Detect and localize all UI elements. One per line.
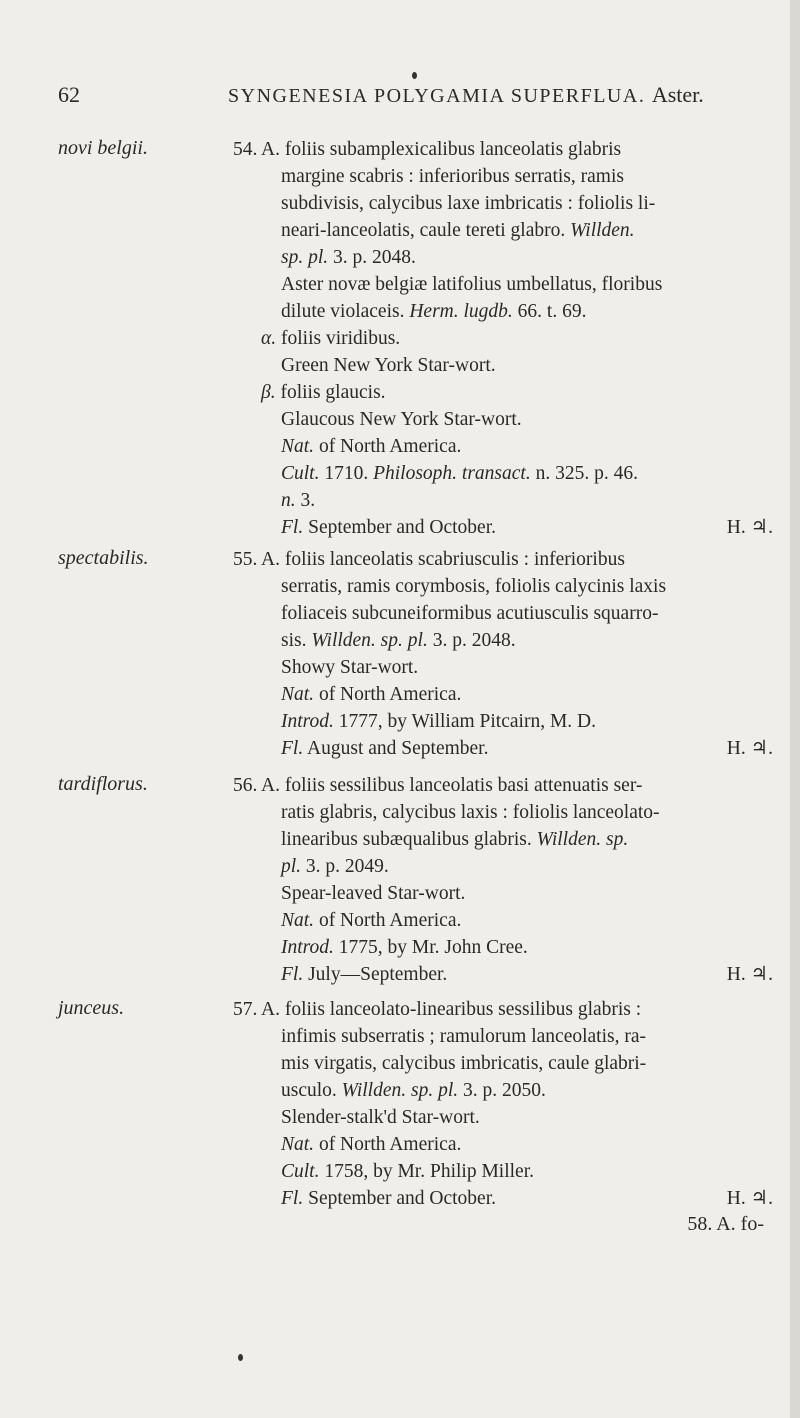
italic-label: Willden. sp. pl. [341, 1080, 459, 1101]
ink-speck [238, 1354, 243, 1361]
line-text: foliis glaucis. [280, 382, 386, 403]
variety-marker: α. [261, 328, 277, 349]
line-text: A. foliis lanceolatis scabriusculis : inferioribus [261, 549, 625, 570]
italic-label: Willden. sp. pl. [311, 630, 428, 651]
italic-label: Nat. [281, 910, 315, 931]
line-text: A. foliis sessilibus lanceolatis basi attenuatis ser- [261, 775, 643, 796]
italic-label: Fl. [281, 738, 304, 759]
text-line [233, 627, 773, 654]
text-line [233, 1131, 773, 1158]
text-line [233, 514, 773, 541]
text-line [233, 244, 773, 271]
catchword: 58. A. fo- [687, 1213, 764, 1235]
species-name: novi belgii. [58, 137, 148, 159]
text-line [233, 217, 773, 244]
habitat-symbol: H. ♃. [726, 517, 773, 538]
text-line [233, 573, 773, 600]
text-line [233, 772, 773, 799]
italic-label: sp. pl. [281, 247, 329, 268]
text-line [233, 1185, 773, 1212]
ink-speck [412, 72, 417, 79]
text-line [233, 961, 773, 988]
text-line [233, 1104, 773, 1131]
italic-label: pl. [281, 856, 302, 877]
page-edge [790, 0, 800, 1418]
text-line [233, 379, 773, 406]
text-line [233, 681, 773, 708]
text-line [233, 1077, 773, 1104]
text-line [233, 163, 773, 190]
line-text: 3. [300, 490, 316, 511]
text-line [233, 826, 773, 853]
italic-label: n. [281, 490, 296, 511]
italic-label: Cult. [281, 1161, 320, 1182]
running-head-genus: Aster. [651, 82, 704, 107]
line-text: Showy Star-wort. [281, 657, 419, 678]
italic-label: Fl. [281, 517, 304, 538]
text-line [233, 433, 773, 460]
text-line [233, 298, 773, 325]
line-text: 1777, by William Pitcairn, M. D. [338, 711, 596, 732]
text-line [233, 600, 773, 627]
text-line [233, 190, 773, 217]
line-text: sis. [281, 630, 307, 651]
species-name: spectabilis. [58, 547, 149, 569]
species-entry [233, 772, 773, 988]
species-entry [233, 546, 773, 762]
line-text: usculo. [281, 1080, 337, 1101]
italic-label: Introd. [281, 937, 334, 958]
line-text: serratis, ramis corymbosis, foliolis calycinis laxis [281, 576, 667, 597]
text-line [233, 654, 773, 681]
italic-label: Cult. [281, 463, 320, 484]
line-text: neari-lanceolatis, caule tereti glabro. [281, 220, 566, 241]
habitat-symbol: H. ♃. [726, 964, 773, 985]
line-text: Glaucous New York Star-wort. [281, 409, 522, 430]
line-text: of North America. [318, 910, 462, 931]
italic-label: Introd. [281, 711, 334, 732]
entry-number: 57. [233, 999, 258, 1020]
text-line [233, 1158, 773, 1185]
italic-label: Willden. [570, 220, 635, 241]
running-head [228, 82, 704, 108]
line-text: n. 325. p. 46. [535, 463, 638, 484]
line-text: July—September. [308, 964, 448, 985]
italic-label: Nat. [281, 1134, 315, 1155]
text-line [233, 325, 773, 352]
text-line [233, 1023, 773, 1050]
text-line [233, 460, 773, 487]
italic-label: Nat. [281, 684, 315, 705]
italic-label: Willden. sp. [536, 829, 629, 850]
text-line [233, 487, 773, 514]
italic-label: Fl. [281, 1188, 304, 1209]
line-text: of North America. [318, 1134, 462, 1155]
line-text: 3. p. 2050. [463, 1080, 546, 1101]
line-text: 1710. [324, 463, 369, 484]
habitat-symbol: H. ♃. [726, 738, 773, 759]
text-line [233, 546, 773, 573]
habitat-symbol: H. ♃. [726, 1188, 773, 1209]
species-name: tardiflorus. [58, 773, 148, 795]
line-text: ratis glabris, calycibus laxis : foliolis lanceolato- [281, 802, 660, 823]
line-text: of North America. [318, 684, 462, 705]
line-text: foliaceis subcuneiformibus acutiusculis squarro- [281, 603, 659, 624]
line-text: A. foliis lanceolato-linearibus sessilibus glabris : [261, 999, 642, 1020]
italic-label: Philosoph. transact. [373, 463, 531, 484]
line-text: 1775, by Mr. John Cree. [338, 937, 528, 958]
entry-number: 55. [233, 549, 258, 570]
species-name: junceus. [58, 997, 125, 1019]
species-entry [233, 136, 773, 541]
entry-number: 54. [233, 139, 258, 160]
text-line [233, 880, 773, 907]
entry-number: 56. [233, 775, 258, 796]
line-text: linearibus subæqualibus glabris. [281, 829, 532, 850]
text-line [233, 996, 773, 1023]
line-text: of North America. [318, 436, 462, 457]
text-line [233, 907, 773, 934]
line-text: 66. t. 69. [517, 301, 587, 322]
line-text: A. foliis subamplexicalibus lanceolatis glabris [261, 139, 622, 160]
line-text: August and September. [307, 738, 489, 759]
text-line [233, 1050, 773, 1077]
italic-label: Nat. [281, 436, 315, 457]
italic-label: Fl. [281, 964, 304, 985]
line-text: 3. p. 2049. [305, 856, 389, 877]
text-line [233, 406, 773, 433]
italic-label: Herm. lugdb. [409, 301, 513, 322]
text-line [233, 799, 773, 826]
line-text: Slender-stalk'd Star-wort. [281, 1107, 480, 1128]
line-text: subdivisis, calycibus laxe imbricatis : foliolis li- [281, 193, 656, 214]
text-line [233, 735, 773, 762]
line-text: margine scabris : inferioribus serratis, ramis [281, 166, 624, 187]
line-text: September and October. [308, 517, 496, 538]
line-text: 1758, by Mr. Philip Miller. [324, 1161, 534, 1182]
line-text: foliis viridibus. [281, 328, 401, 349]
text-line [233, 934, 773, 961]
line-text: Green New York Star-wort. [281, 355, 496, 376]
line-text: Spear-leaved Star-wort. [281, 883, 466, 904]
line-text: dilute violaceis. [281, 301, 405, 322]
variety-marker: β. [261, 382, 276, 403]
line-text: infimis subserratis ; ramulorum lanceolatis, ra- [281, 1026, 646, 1047]
running-head-title: SYNGENESIA POLYGAMIA SUPERFLUA. [228, 85, 646, 107]
text-line [233, 136, 773, 163]
line-text: Aster novæ belgiæ latifolius umbellatus, floribus [281, 274, 663, 295]
line-text: September and October. [308, 1188, 496, 1209]
page-number: 62 [58, 82, 80, 107]
text-line [233, 352, 773, 379]
text-line [233, 708, 773, 735]
line-text: 3. p. 2048. [432, 630, 516, 651]
line-text: mis virgatis, calycibus imbricatis, caule glabri- [281, 1053, 647, 1074]
text-line [233, 853, 773, 880]
line-text: 3. p. 2048. [333, 247, 416, 268]
page-header [58, 82, 758, 112]
species-entry [233, 996, 773, 1212]
text-line [233, 271, 773, 298]
